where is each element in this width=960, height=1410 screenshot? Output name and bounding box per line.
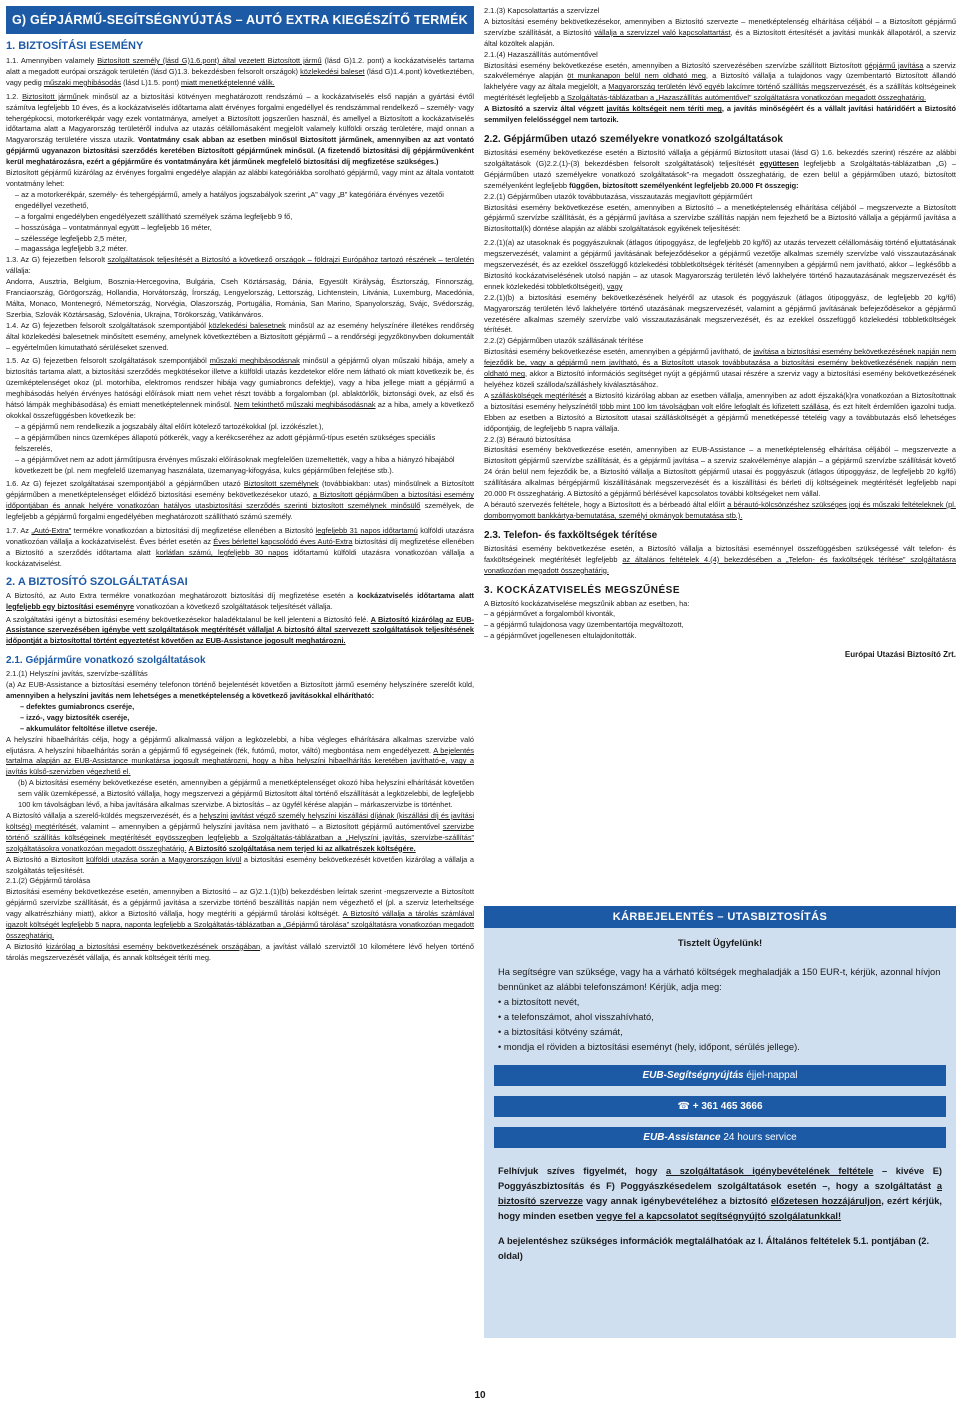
s2-p9: 2.1.(2) Gépjármű tárolása bbox=[6, 876, 91, 886]
bar-brand: EUB-Segítségnyújtás bbox=[642, 1070, 744, 1081]
text-run: Biztosított jármű bbox=[22, 91, 77, 101]
s2-p6: (b) A biztosítási esemény bekövetkezése esetén, amennyiben a gépjármű a menetképtelenséget okozó hiba helyszíni elhárítását követően sem válik üzemképessé, a Biztosító vállalja, hogy megszervezi a gépjármű Biztosított által történő elszállítását a legközelebbi, de legfeljebb 100 km távolságban lévő, a hiba javítására alkalmas szervizbe. A biztosítás – az ügyfél kérése alapján – márkaszervizbe is történhet. bbox=[18, 778, 474, 810]
signature: Európai Utazási Biztosító Zrt. bbox=[844, 650, 956, 660]
list-item: – a gépjárművet nem az adott járműtípusra érvényes műszaki előírásoknak megfelelően üzemeltették, vagy a hiba a hiányzó hibajából következett be (pl. nem megfelelő üzemanyag használata, üzemanyag-kifogyása, kulcs gépjárműben felejtése stb.). bbox=[15, 454, 455, 475]
text-run: A bbox=[484, 390, 491, 400]
text-run: vagy bbox=[606, 281, 623, 291]
text-run: (a) Az EUB-Assistance a biztosítási esemény telefonon történő bejelentését követően a Biztosított jármű esemény helyszínére szerelőt küld, bbox=[6, 680, 474, 690]
bar-rest: 24 hours service bbox=[723, 1132, 797, 1143]
text-run: Nem tekinthető műszaki meghibásodásnak bbox=[234, 400, 376, 410]
s2-p8 bbox=[6, 855, 474, 877]
text-run: nek minősül az a biztosítási kötvényen meghatározott rendszámú – a kockázatviselés első napján a gyártási évtől számítva legfeljebb 10 éves, és a kockázatviselés időtartama alatt érvényes forgalmi engedéllyel és rendszámmal rendelkező – személy- vagy tehergépkocsi, motorkerékpár vagy ezek vontatmánya, amelyet a Biztosított jogszerűen használ, és amellyel a Biztosított a kockázatviselés időtartama alatt a Magyarország területéről indulva az utazás célállomásaként megjelölt valamely külföldi ország területére, majd onnan a Magyarország területére vissza utazik. bbox=[6, 91, 474, 145]
text-run: műszaki meghibásodásnak bbox=[209, 356, 300, 366]
text-run: kizárólag a biztosítási esemény bekövetkezésének országában bbox=[45, 941, 261, 951]
list-item: – defektes gumiabroncs cseréje, bbox=[20, 701, 135, 711]
list-item: – a gépjárműben nincs üzemképes állapotú pótkerék, vagy a kerékcseréhez az adott gépjármű-típus esetén szükséges speciális felszerelés, bbox=[15, 432, 436, 453]
rc-p15 bbox=[484, 445, 956, 500]
section-1-title: 1. BIZTOSÍTÁSI ESEMÉNY bbox=[6, 40, 144, 52]
text-run: A Biztosító bbox=[6, 941, 46, 951]
list-item: – akkumulátor feltöltése illetve cseréje. bbox=[20, 723, 158, 733]
list-item: • a telefonszámot, ahol visszahívható, bbox=[498, 1012, 654, 1022]
box-bullets bbox=[484, 995, 956, 1055]
bar-brand: EUB-Assistance bbox=[643, 1132, 721, 1143]
section-2-title: 2. A BIZTOSÍTÓ SZOLGÁLTATÁSAI bbox=[6, 575, 188, 588]
text-run: amennyiben a helyszíni javítás nem lehetséges a menetképtelenség a következő javításokkal elhárítható: bbox=[6, 691, 375, 701]
text-run: a szerviz szakvéleménye alapján bbox=[484, 60, 956, 81]
text-run: kockázatviselés időtartama alatt bbox=[357, 590, 475, 600]
text-run: Biztosítási esemény bekövetkezése esetén, amennyiben az EUB-Assistance – a menetképtelenség elhárítása céljából – megszervezte a Biztosított gépjármű szervízbe szállítását, és a gépjármű javítása – a szerviz szakvéleménye alapján – a gépjármű szervízbe szállítását követő 24 órán belül nem fejeződik be, a Biztosító vállalja a Biztosított gépjármű utasai és poggyászuk (átlagos útipoggyász, de legfeljebb 20 kg/fő) szállítására alkalmas bérgépjármű kiszállításának megszervezését és a kiszállítási és bérleti díj költségeinek megtérítését legfeljebb napi 20.000 Ft összeghatárig. A Biztosító a gépjármű bérlésével kapcsolatos további költségeket nem vállal. bbox=[484, 445, 956, 499]
rc-p3: 2.1.(4) Hazaszállítás autómentővel bbox=[484, 49, 598, 59]
text-run: A Biztosító a szerviz által végzett bbox=[484, 104, 607, 114]
text-run: személyek, de legfeljebb a gépjármű forgalmi engedélyében meghatározott szállítható számú személy. bbox=[6, 501, 474, 522]
s2-dash-list bbox=[6, 702, 474, 735]
text-run: Biztosítási esemény bekövetkezése esetén, amennyiben a Biztosító – az G)2.1.(1)(b) bekezdésben leírtak szerint -megszervezte a Biztosított gépjármű szervízbe szállítását, és a gépjármű javítása a szervizbe történő beszállítás napján nem végezhető el (pl. a szerviz leterheltsége vagy alkatrészhiány miatt), akkor a Biztosító vállalja, hogy megtéríti a gépjármű tárolási költségét. bbox=[6, 887, 474, 919]
claim-info-box bbox=[484, 906, 956, 1338]
text-run: vállalja a szervízzel való kapcsolattartást bbox=[594, 27, 731, 37]
text-run: közlekedési baleset bbox=[300, 66, 365, 76]
s1-dash-list-2 bbox=[6, 422, 474, 477]
text-run: , és ezt hitelt érdemlően igazolni tudja. Ebben az esetben a Biztosító a Biztosított utasai szállásköltségét a gépjármű menetképessé tételéig vagy a továbbutazás első lehetséges időpontjáig, de legfeljebb 5 napra vállalja. bbox=[484, 401, 957, 433]
text-run: szolgáltatások teljesítését a Biztosító a következő országok – földrajzi Európához tartozó részének – területén bbox=[107, 255, 474, 265]
rc-p17 bbox=[484, 544, 956, 577]
text-run: külföldi utazásra vonatkozóan vállalja a kockázatviselést. Éves bérlet esetén az bbox=[6, 526, 474, 546]
text-run: időtartamú külföldi utazásra vonatkozóan vállalja a kockázatviselést. bbox=[6, 547, 474, 568]
text-run: , a javítás minőségéért és a vállalt javítási határidőért a Biztosító semmilyen felelősséggel nem tartozik. bbox=[484, 104, 956, 125]
list-item: – izzó-, vagy biztosíték cseréje, bbox=[20, 712, 130, 722]
text-run: műszaki meghibásodás bbox=[43, 77, 122, 87]
rc-p18: A Biztosító kockázatviselése megszűnik abban az esetben, ha: bbox=[484, 598, 690, 608]
rc-p4 bbox=[484, 61, 956, 105]
text-run: javítása a biztosítási esemény bekövetkezésének napján nem fejeződik be, vagy a gépjármű nem javítható, és a Biztosított utasok továbbutazása a biztosítási esemény bekövetkezésének napján nem oldható meg bbox=[484, 347, 956, 379]
text-run: Biztosított személy (lásd G)1.6.pont) által vezetett Biztosított jármű bbox=[97, 56, 322, 65]
s1-p6 bbox=[6, 321, 474, 354]
text-run: 1.3. Az G) fejezetben felsorolt bbox=[6, 255, 108, 265]
text-run: szerződés időtartama alatt bbox=[57, 547, 156, 557]
text-run: együttesen bbox=[759, 158, 799, 168]
text-run: öt munkanapon belül nem oldható meg bbox=[567, 71, 706, 81]
text-run: Magyarország területén lévő egyéb lakcímre történő szállítás megszervezését bbox=[608, 82, 866, 92]
list-item: • mondja el röviden a biztosítási eseményt (hely, időpont, sérülés jellege). bbox=[498, 1042, 800, 1052]
rc-p12 bbox=[484, 347, 956, 391]
text-run: minden esetben bbox=[522, 1211, 594, 1221]
text-run: a biztosítási esemény bekövetkezését követően kizárólag a vállalja a szolgáltatás teljesítését. bbox=[6, 854, 475, 875]
text-run: , akkor a Biztosító információs segítséget nyújt a gépjármű utasai részére a szerviz vagy a biztosítási esemény bekövetkezésének helyéhez közeli szálloda/szálláshely kiválasztásához. bbox=[484, 369, 956, 389]
s2-p2 bbox=[6, 615, 474, 648]
bar-rest: éjjel-nappal bbox=[746, 1070, 798, 1081]
text-run: helyszíni javítást végző személy helyszíni kiszállási díjának (kiszállási díj és javítási költség) megtérítését bbox=[6, 811, 474, 831]
bar-phone[interactable] bbox=[494, 1096, 946, 1117]
text-run: A bérautó szervezés feltétele, hogy a Biztosított és a bérbeadó által előírt bbox=[484, 499, 728, 509]
rc-p6 bbox=[484, 148, 956, 192]
text-run: 1.7. Az bbox=[6, 526, 32, 536]
text-run: Biztosítási esemény bekövetkezése esetén, amennyiben a gépjármű javítható, de bbox=[484, 347, 754, 357]
rc-p14: 2.2.(3) Bérautó biztosítása bbox=[484, 434, 571, 444]
text-run: , a Biztosító vállalja a tulajdonos vagy üzembentartó Biztosított állandó lakhelyére vagy az általa megjelölt, a bbox=[484, 71, 956, 92]
section-2-2-title: 2.2. Gépjárműben utazó személyekre vonatkozó szolgáltatások bbox=[484, 133, 783, 145]
s2-p5 bbox=[6, 735, 474, 779]
s2-p1 bbox=[6, 591, 474, 613]
text-run: legfeljebb egy biztosítási eseményre bbox=[6, 601, 135, 611]
text-run: Biztosítási esemény bekövetkezése esetén, a Biztosító vállalja a biztosítási eseménnyel összefüggésben szükségessé vált telefon- és faxköltségeinek megtérítését legfeljebb bbox=[484, 543, 956, 564]
text-run: „Autó-Extra” bbox=[31, 526, 72, 536]
text-run: (G)2.2.(1)-(3) bekezdésben felsorolt szolgáltatások) teljesítését bbox=[535, 158, 760, 168]
section-2-1-title: 2.1. Gépjárműre vonatkozó szolgáltatások bbox=[6, 655, 206, 667]
text-run: legfeljebb 31 napos időtartamú bbox=[315, 526, 418, 536]
text-run: Biztosítási esemény bekövetkezése esetén a Biztosító vállalja a gépjármű Biztosított utasai (lásd G) 1.6. bekezdés szerint) részére az alábbi szolgáltatások bbox=[484, 147, 956, 168]
right-column bbox=[484, 6, 956, 659]
text-run: vegye fel a kapcsolatot segítségnyújtó szolgálatunkkal! bbox=[596, 1211, 842, 1221]
text-run: (lásd G)1.4.pont) következtében, vagy pedig bbox=[6, 66, 474, 87]
text-run: A Biztosító vállalja a tárolás számlával igazolt költségét legfeljebb 5 napra, naponta legfeljebb a Szolgáltatás-táblázatban a „Gépjármű tárolása” szolgáltatásra vonatkozóan megadott összeghatárig. bbox=[6, 909, 474, 940]
bar-assistance-hu bbox=[494, 1065, 946, 1086]
s1-dash-list bbox=[6, 190, 474, 255]
text-run: több mint 100 km távolságban volt előre lefoglalt és kifizetett szállása bbox=[599, 401, 829, 411]
text-run: hogy a szolgáltatást bbox=[835, 1181, 937, 1191]
list-item: – hosszúsága – vontatmánnyal együtt – legfeljebb 16 méter, bbox=[15, 222, 212, 232]
s1-p2 bbox=[6, 92, 474, 168]
section-2-3-title: 2.3. Telefon- és faxköltségek térítése bbox=[484, 529, 658, 541]
box-header: KÁRBEJELENTÉS – UTASBIZTOSÍTÁS bbox=[484, 906, 956, 928]
phone-icon: ☎ bbox=[677, 1101, 690, 1112]
text-run: A helyszíni hibaelhárítás célja, hogy a gépjármű alkalmassá váljon a legközelebbi, a hiba végleges elhárítására alkalmas szervizbe való eljutásra. A helyszíni hibaelhárítás során a gépjármű fő egységeinek (fék, futómű, motor, váltó) megbontása nem engedélyezett. bbox=[6, 734, 474, 755]
s1-p1 bbox=[6, 56, 474, 89]
list-item: • a biztosítási kötvény számát, bbox=[498, 1027, 623, 1037]
text-run: 1.4. Az G) fejezetben felsorolt szolgáltatások szempontjából bbox=[6, 320, 209, 330]
text-run: Éves bérlettel kapcsolódó éves Autó-Extra bbox=[213, 536, 353, 546]
text-run: javítás költségeit nem téríti meg bbox=[606, 104, 722, 114]
list-item: – a gépjárművet jogellenesen eltulajdonították. bbox=[484, 631, 637, 641]
text-run: 1.2. bbox=[6, 91, 23, 101]
s2-p4 bbox=[6, 680, 474, 702]
text-run: külföldi utazása során a Magyarországon kívül bbox=[86, 854, 242, 864]
rc-p2 bbox=[484, 17, 956, 50]
text-run: A biztosítási esemény bekövetkezésekor, amennyiben a Biztosító szervezte – menetképtelenség elhárítása céljából – a Biztosított gépjármű szervízbe szállítását, a Biztosító bbox=[484, 16, 956, 37]
rc-p16 bbox=[484, 500, 956, 522]
text-run: függően, biztosított személyenként legfeljebb 20.000 Ft összegig: bbox=[569, 180, 799, 190]
text-run: , és a Biztosított értesítését a javítási munkák állapotáról, a szerviz által közöltek alapján. bbox=[484, 27, 956, 48]
s1-p4 bbox=[6, 255, 474, 277]
text-run: legfeljebb a Szolgáltatás-táblázatban „G) – Gépjárműben utazó személyekre vonatkozó szolgáltatások”-ra megadott összeghatárig, de ezen belül a gépjárműben utazó, biztosított személyenként legfeljebb bbox=[484, 158, 956, 190]
s2-p11 bbox=[6, 942, 474, 964]
box-greeting: Tisztelt Ügyfelünk! bbox=[677, 938, 763, 949]
rc-p9 bbox=[484, 238, 956, 293]
box-intro: Ha segítségre van szüksége, vagy ha a várható költségek meghaladják a 150 EUR-t, kérjük, azonnal hívjon bennünket az alábbi telefonszámon! Kérjük, adja meg: bbox=[498, 967, 941, 992]
text-run: A Biztosító kizárólag az EUB-Assistance szervezésében igénybe vett szolgáltatások megtérítését vállalja! A biztosító által szervezett szolgáltatások teljesítésének időpontját a biztosítottal történt egyeztetést követően az EUB-Assistance jogosult meghatározni. bbox=[6, 614, 474, 646]
text-run: előzetesen hozzájáruljon bbox=[770, 1196, 882, 1206]
list-item: • a biztosított nevét, bbox=[498, 997, 580, 1007]
rc-p10: 2.2.(1)(b) a biztosítási esemény bekövetkezésének helyéről az utasok és poggyászuk (átlagos útipoggyász, de legfeljebb 20 kg/fő) Magyarország területén lévő lakhelyére történő utazásának megszervezését, valamint a gépjármű javításának befejeződésekor a gépjármű vezetésére alkalmas személy szervízbe való visszautazásának megszervezését, és az ezekkel összefüggő közlekedési többletköltségek térítését. bbox=[484, 292, 956, 335]
list-item: – a gépjármű nem rendelkezik a jogszabály által előírt kötelező tartozékokkal (pl. izzókészlet.), bbox=[15, 421, 324, 431]
text-run: , és a szállítás költségeinek megtérítését legfeljebb bbox=[484, 82, 956, 103]
text-run: A Biztosító szolgáltatása nem terjed ki az alkatrészek költségére. bbox=[188, 843, 416, 853]
text-run: – kivéve E) Poggyászbiztosítás és F) Poggyászkésedelem szolgáltatások esetén –, bbox=[498, 1166, 943, 1191]
text-run: az a hiba, amely a következő okokkal összefüggésben következik be: bbox=[6, 400, 474, 420]
text-run: vagy annak igénybevételéhez a biztosító bbox=[582, 1196, 771, 1206]
box-note-2: A bejelentéshez szükséges információk megtalálhatóak az I. Általános feltételek 5.1. pontjában (2. oldal) bbox=[498, 1236, 930, 1261]
text-run: minősül a gépjármű olyan műszaki hibája, amely a biztosítás tartama alatt, a biztosítási szerződés megkötésekor illetve a külföldi utazás kezdetekor előre nem látható ok miatt következik be, és üzemképtelenséget okoz (pl. motorhiba, elektromos rendszer hibája vagy gumiabroncs defektje), vagy a hiba jellege miatt a gépjármű a meghibásodás helyén érvényes hatósági előírások miatt nem vehet részt tovább a forgalomban (pl. ablaktörlők, biztonsági övek, az első és hátsó lámpák meghibásodása) és emiatt menetképtelennek minősül. bbox=[6, 356, 474, 410]
text-run: a Szolgáltatás-táblázatban a „Hazaszállítás autómentővel” szolgáltatásra vonatkozóan megadott összeghatárig. bbox=[560, 93, 927, 103]
text-run: minősül az az esemény helyszínére illetékes rendőrség által közlekedési balesetnek minősített esemény, amelynek következtében a Biztosított gépjármű – a rendőrségi jegyzőkönyvben dokumentált – egyértelműen kimutatható sérüléseket szenved. bbox=[6, 320, 474, 352]
text-run: 1.6. Az G) fejezet szolgáltatásai szempontjából a gépjárműben utazó bbox=[6, 479, 244, 489]
text-run: 1.5. Az G) fejezetben felsorolt szolgáltatások szempontjából bbox=[6, 356, 210, 366]
box-note bbox=[484, 1164, 956, 1224]
text-run: Felhívjuk szíves figyelmét, bbox=[498, 1166, 627, 1176]
text-run: a szolgáltatások igénybevételének feltétele bbox=[665, 1166, 874, 1176]
page-number: 10 bbox=[474, 1390, 486, 1401]
text-run: , a javítást vállaló szerviztől 10 kilométere lévő helyen történő tárolás megszervezését vállalja, és annak költségeit téríti meg. bbox=[6, 941, 474, 962]
rc-p13 bbox=[484, 391, 956, 435]
text-run: Biztosított személynek bbox=[243, 479, 319, 489]
text-run: gépjármű javítása bbox=[864, 60, 924, 70]
text-run: (továbbiakban: utas) minősülnek a Biztosított gépjárműben a menetképtelenséget előidéző biztosítási esemény bekövetkezésekor utazó, bbox=[6, 479, 474, 500]
s2-p7 bbox=[6, 811, 474, 855]
text-run: (lásd G)1.2. pont) a kockázatviselés tartama alatt a megadott európai országok területén (lásd G)1.3. bekezdésben felsorolt országok) bbox=[6, 56, 474, 76]
s1-p7 bbox=[6, 356, 474, 421]
rc-p1: 2.1.(3) Kapcsolattartás a szervízzel bbox=[484, 6, 600, 15]
text-run: A szolgáltatási igényt a biztosítási esemény bekövetkezésekor haladéktalanul be kell jelenteni a Biztosító felé. bbox=[6, 614, 371, 624]
text-run: közlekedési balesetnek bbox=[208, 320, 286, 330]
list-item: – magassága legfeljebb 3,2 méter. bbox=[15, 244, 128, 254]
text-run: az általános feltételek 4.(4) bekezdésében a „Telefon- és faxköltségek térítése” szolgáltatásra vonatkozóan megadott összeghatárig. bbox=[484, 554, 956, 575]
text-run: biztosítási díj megfizetése ellenében a Biztosító a bbox=[6, 536, 474, 557]
text-run: szálláskölségek megtérítését bbox=[490, 390, 587, 400]
list-item: – szélessége legfeljebb 2,5 méter, bbox=[15, 233, 127, 243]
text-run: a biztosító szervezze bbox=[498, 1181, 942, 1206]
text-run: a Biztosított gépjárműben a biztosítási esemény időpontjában és annak helyére vonatkozóan hatályos utasbiztosítási szerződés szerinti biztosított személynek minősülő bbox=[6, 490, 474, 511]
list-item: – az a motorkerékpár, személy- és tehergépjármű, amely a hatályos jogszabályok szerint „A” vagy „B” kategóriára érvényes vezetői engedéllyel vezethető, bbox=[15, 189, 444, 210]
list-item: – a gépjárművet a forgalomból kivonták, bbox=[484, 609, 616, 619]
bar-assistance-en bbox=[494, 1127, 946, 1148]
page-header: G) GÉPJÁRMŰ-SEGÍTSÉGNYÚJTÁS – AUTÓ EXTRA KIEGÉSZÍTŐ TERMÉK bbox=[6, 6, 474, 34]
rc-p7: 2.2.(1) Gépjárműben utazók továbbutazása, visszautazás megjavított gépjárműért bbox=[484, 191, 753, 201]
s2-p3: 2.1.(1) Helyszíni javítás, szervízbe-szállítás bbox=[6, 669, 148, 679]
s1-p8 bbox=[6, 479, 474, 523]
text-run: Biztosítási esemény bekövetkezése esetén, amennyiben a Biztosító szervezésében szervízbe szállított Biztosított bbox=[484, 60, 865, 70]
text-run: korlátlan számú, legfeljebb 30 napos bbox=[155, 547, 289, 557]
s1-p5: Andorra, Ausztria, Belgium, Bosznia-Hercegovina, Bulgária, Cseh Köztársaság, Dánia, Egyesült Királyság, Észtország, Finnország, Franciaország, Görögország, Hollandia, Horvátország, Írország, Lengyelország, Lettország, Lichtenstein, Litvánia, Luxemburg, Macedónia, Málta, Monaco, Montenegró, Németország, Norvégia, Olaszország, Portugália, Románia, San Marino, Spanyolország, Svájc, Svédország, Szerbia, Szlovák Köztársaság, Szlovénia, Ukrajna, Törökország, Vatikánváros. bbox=[6, 277, 474, 319]
text-run: miatt menetképtelenné válik. bbox=[181, 77, 275, 87]
list-item: – a gépjármű tulajdonosa vagy üzembentartója megváltozott, bbox=[484, 620, 684, 630]
text-run: szervizbe történő szállítás költségeinek megtérítését egyösszegben legfeljebb a Szolgáltatás-táblázatban a „Helyszíni javítás, szervízbe-szállítás” szolgáltatásokra vonatkozóan megadott összeghatárig. bbox=[6, 821, 474, 853]
text-run: A Biztosító vállalja a szerelő-küldés megszervezését, és a bbox=[6, 811, 200, 820]
rc-p8: Biztosítási esemény bekövetkezése esetén, amennyiben a Biztosító – a menetképtelenség elhárítása céljából – megszervezte a Biztosított gépjármű szervízbe szállítását, és a gépjármű javítása a szervízbe szállítás napján nem fejezhető be a Biztosító vállalja a gépjármű javítása a Biztosítottal(k) döntése alapján az alábbi szolgáltatások egyikének teljesítését: bbox=[484, 202, 956, 234]
s2-p10 bbox=[6, 887, 474, 942]
text-run: A Biztosító a Biztosított bbox=[6, 854, 87, 864]
rc-p5 bbox=[484, 104, 956, 126]
text-run: termékre vonatkozóan a biztosítási díj megfizetése ellenében a Biztosító bbox=[71, 526, 316, 536]
rc-dash-list bbox=[484, 609, 956, 642]
text-run: , ezért kérjük, hogy bbox=[498, 1196, 942, 1221]
text-run: A bejelentés tartalma alapján az EUB-Assistance munkatársa jogosult meghatározni, hogy a hiba helyszíni hibaelhárítás keretében javítható-e, vagy a javítás külső-szervizben végezhető el. bbox=[6, 745, 474, 777]
section-3-title: 3. KOCKÁZATVISELÉS MEGSZŰNÉSE bbox=[484, 584, 681, 596]
rc-p11: 2.2.(2) Gépjárműben utazók szállásának térítése bbox=[484, 336, 644, 346]
phone-number[interactable]: + 361 465 3666 bbox=[692, 1101, 763, 1112]
text-run: vállalja: bbox=[6, 266, 31, 276]
text-run: (lásd L)1.5. pont) bbox=[121, 77, 182, 87]
left-column bbox=[6, 40, 474, 964]
text-run: 2.2.(1)(a) az utasoknak és poggyászuknak (átlagos útipoggyász, de legfeljebb 20 kg/fő) az utazás tervezett célállomásáig történő eljuttatásának megszervezését, valamint a gépjármű javításának befejeződésekor a gépjármű vezetője alkalmas személy szervízbe való visszautazásának megszervezését, és az ezekkel összefüggő közlekedési többletköltségek térítését (amennyiben a gépjármű nem javítható, akkor – legkésőbb a Biztosító kockázatviselésének utolsó napján – az utasok Magyarország területén lévő lakhelyére történő hazautazásának megszervezését és ennek közlekedési többletköltségeit), bbox=[484, 238, 956, 291]
s1-p9 bbox=[6, 526, 474, 570]
text-run: Vontatmány csak abban az esetben minősül Biztosított járműnek, amennyiben az azt vontató gépjármű ugyanazon biztosítási szerződés keretében Biztosított gépjárműnek minősül. (A fizetendő biztosítási díj gépjárművenként kerül meghatározásra, ezért a gépjárműre és vontatmányára két járműnek megfelelő biztosítási díj megfizetése szükséges.) bbox=[6, 135, 475, 167]
text-run: a Biztosító kizárólag abban az esetben vállalja, amennyiben az adott éjszaká(k)ra vonatkozóan a Biztosítottnak a biztosítási esemény helyszínétől bbox=[484, 390, 956, 411]
text-run: vonatkozóan a következő szolgáltatások teljesítését vállalja. bbox=[134, 601, 333, 611]
s1-p3: Biztosított gépjármű kizárólag az érvényes forgalmi engedélye alapján az alábbi kategóriákba sorolható gépjármű, vagy mint az általa vontatott vontatmány lehet: bbox=[6, 168, 474, 188]
text-run: A Biztosító, az Auto Extra termékre vonatkozóan meghatározott biztosítási díj megfizetése esetén a bbox=[6, 590, 358, 600]
text-run: a bérautó-kölcsönzéshez szükséges jogi és műszaki feltételeknek (pl. dombornyomott bankkártya-bemutatása, személyi okmányok bemutatása stb.). bbox=[484, 499, 956, 520]
list-item: – a forgalmi engedélyben engedélyezett szállítható személyek száma legfeljebb 9 fő, bbox=[15, 211, 293, 221]
text-run: 1.1. Amennyiben valamely bbox=[6, 56, 98, 65]
text-run: , valamint – amennyiben a gépjármű helyszíni javítása nem javítható – a Biztosított gépjármű autómentővel bbox=[76, 821, 443, 831]
text-run: hogy bbox=[626, 1166, 666, 1176]
